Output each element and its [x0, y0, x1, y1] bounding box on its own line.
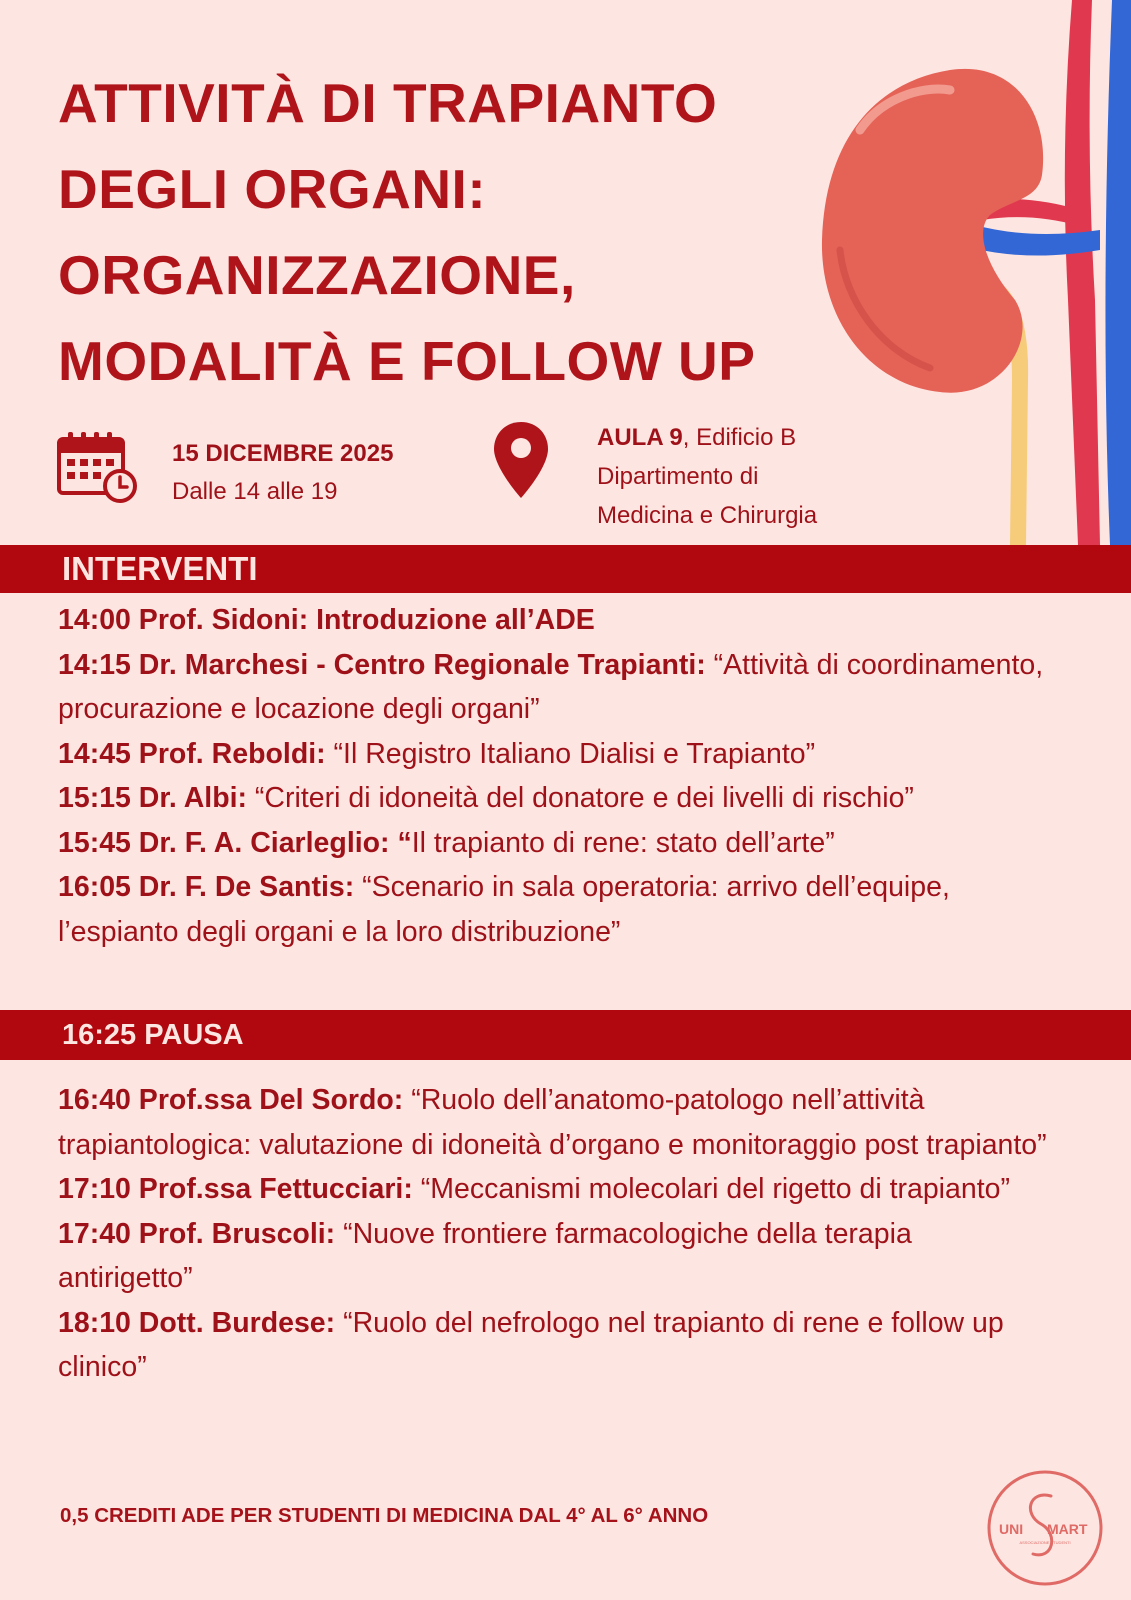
talk-item — [58, 732, 1048, 777]
talk-speaker: 15:45 Dr. F. A. Ciarleglio: “ — [58, 826, 412, 859]
location-room-line — [597, 418, 817, 457]
talk-item — [58, 643, 1048, 732]
talk-speaker: 14:45 Prof. Reboldi: — [58, 737, 326, 770]
section-title: 16:25 PAUSA — [62, 1019, 244, 1051]
talk-speaker: 14:00 Prof. Sidoni: Introduzione all’ADE — [58, 604, 595, 636]
talk-speaker: 17:10 Prof.ssa Fettucciari: — [58, 1173, 413, 1205]
title-line: ORGANIZZAZIONE, — [58, 244, 576, 306]
talk-title: “Scenario in sala operatoria: arrivo dell’equipe, l’espianto degli organi e la loro distribuzione” — [58, 871, 950, 948]
calendar-icon — [56, 430, 140, 506]
title-line: ATTIVITÀ DI TRAPIANTO — [58, 72, 718, 134]
talk-item — [58, 776, 1048, 821]
talk-speaker: 15:15 Dr. Albi: — [58, 782, 248, 814]
talk-item — [58, 865, 1048, 954]
department-line-1: Dipartimento di — [597, 463, 759, 490]
talk-item — [58, 1212, 1048, 1301]
talk-title: “Attività di coordinamento, procurazione e locazione degli organi” — [58, 648, 1044, 725]
talk-title: “Il Registro Italiano Dialisi e Trapianto” — [325, 737, 816, 770]
talk-title: Il trapianto di rene: stato dell’arte” — [411, 826, 835, 859]
talk-speaker: 16:40 Prof.ssa Del Sordo: — [58, 1084, 404, 1116]
talk-item — [58, 1301, 1048, 1390]
talk-item — [58, 1167, 1048, 1212]
credits-note: 0,5 CREDITI ADE PER STUDENTI DI MEDICINA DAL 4° AL 6° ANNO — [60, 1504, 709, 1527]
unismart-logo — [985, 1468, 1105, 1588]
kidney-illustration — [800, 0, 1131, 545]
event-date: 15 DICEMBRE 2025 — [172, 440, 394, 467]
talk-title: “Meccanismi molecolari del rigetto di trapianto” — [412, 1173, 1010, 1205]
title-line: MODALITÀ E FOLLOW UP — [58, 330, 756, 392]
date-time — [172, 435, 393, 511]
location-pin-icon — [492, 420, 550, 500]
talk-title: “Criteri di idoneità del donatore e dei livelli di rischio” — [247, 782, 914, 814]
talk-title: “Ruolo dell’anatomo-patologo nell’attività trapiantologica: valutazione di idoneità d’organo e monitoraggio post trapianto” — [58, 1084, 1047, 1161]
building: , Edificio B — [682, 424, 797, 451]
talk-speaker: 17:40 Prof. Bruscoli: — [58, 1217, 336, 1250]
section-header-interventi — [0, 545, 1131, 593]
talk-item — [58, 821, 1048, 866]
department-line-2: Medicina e Chirurgia — [597, 502, 818, 529]
logo-text-left: UNI — [999, 1521, 1024, 1537]
event-title — [58, 60, 838, 404]
talk-title: “Nuove frontiere farmacologiche della terapia antirigetto” — [58, 1217, 912, 1294]
talk-speaker: 14:15 Dr. Marchesi - Centro Regionale Trapianti: — [58, 648, 706, 681]
talks-list-part1 — [58, 598, 1048, 954]
location — [597, 418, 817, 535]
talk-speaker: 18:10 Dott. Burdese: — [58, 1306, 336, 1339]
room: AULA 9 — [597, 424, 683, 451]
talk-item — [58, 598, 1048, 643]
section-header-pausa — [0, 1010, 1131, 1060]
talk-title: “Ruolo del nefrologo nel trapianto di rene e follow up clinico” — [58, 1306, 1004, 1383]
talk-speaker: 16:05 Dr. F. De Santis: — [58, 871, 355, 903]
title-line: DEGLI ORGANI: — [58, 158, 487, 220]
talk-item — [58, 1078, 1048, 1167]
section-title: INTERVENTI — [62, 550, 258, 587]
logo-text-right: MART — [1047, 1521, 1088, 1537]
event-time: Dalle 14 alle 19 — [172, 478, 338, 505]
logo-subtitle: ASSOCIAZIONE STUDENTI — [1019, 1540, 1071, 1545]
talks-list-part2 — [58, 1078, 1048, 1390]
